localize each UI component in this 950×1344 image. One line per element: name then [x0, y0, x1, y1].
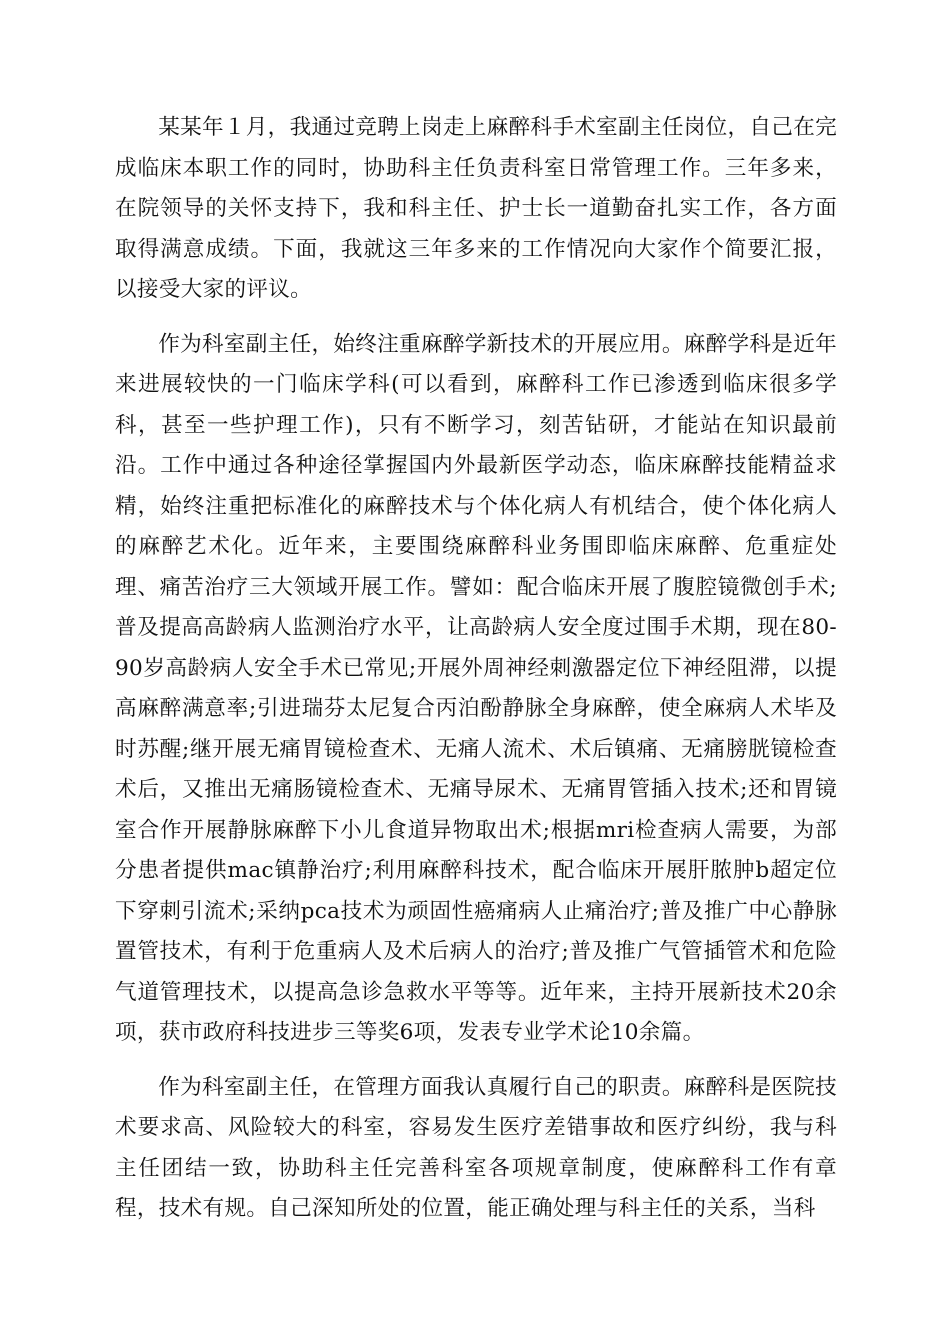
- document-page: [115, 108, 837, 1244]
- paragraph-appointment: 某某年１月，我通过竞聘上岗走上麻醉科手术室副主任岗位，自己在完成临床本职工作的同时，协助科主任负责科室日常管理工作。三年多来，在院领导的关怀支持下，我和科主任、护士长一道勤奋扎实工作，各方面取得满意成绩。下面，我就这三年多来的工作情况向大家作个简要汇报，以接受大家的评议。: [115, 115, 837, 302]
- paragraph-new-techniques: 作为科室副主任，始终注重麻醉学新技术的开展应用。麻醉学科是近年来进展较快的一门临床学科(可以看到，麻醉科工作已渗透到临床很多学科，甚至一些护理工作)，只有不断学习，刻苦钻研，才能站在知识最前沿。工作中通过各种途径掌握国内外最新医学动态，临床麻醉技能精益求精，始终注重把标准化的麻醉技术与个体化病人有机结合，使个体化病人的麻醉艺术化。近年来，主要围绕麻醉科业务围即临床麻醉、危重症处理、痛苦治疗三大领域开展工作。譬如：配合临床开展了腹腔镜微创手术;普及提高高龄病人监测治疗水平，让高龄病人安全度过围手术期，现在80-90岁高龄病人安全手术已常见;开展外周神经刺激器定位下神经阻滞，以提高麻醉满意率;引进瑞芬太尼复合丙泊酚静脉全身麻醉，使全麻病人术毕及时苏醒;继开展无痛胃镜检查术、无痛人流术、术后镇痛、无痛膀胱镜检查术后，又推出无痛肠镜检查术、无痛导尿术、无痛胃管插入技术;还和胃镜室合作开展静脉麻醉下小儿食道异物取出术;根据mri检查病人需要，为部分患者提供mac镇静治疗;利用麻醉科技术，配合临床开展肝脓肿b超定位下穿刺引流术;采纳pca技术为顽固性癌痛病人止痛治疗;普及推广中心静脉置管技术，有利于危重病人及术后病人的治疗;普及推广气管插管术和危险气道管理技术，以提高急诊急救水平等等。近年来，主持开展新技术20余项，获市政府科技进步三等奖6项，发表专业学术论10余篇。: [115, 331, 837, 1045]
- paragraph-management: 作为科室副主任，在管理方面我认真履行自己的职责。麻醉科是医院技术要求高、风险较大的科室，容易发生医疗差错事故和医疗纠纷，我与科主任团结一致，协助科主任完善科室各项规章制度，使麻醉科工作有章程，技术有规。自己深知所处的位置，能正确处理与科主任的关系，当科: [115, 1074, 837, 1221]
